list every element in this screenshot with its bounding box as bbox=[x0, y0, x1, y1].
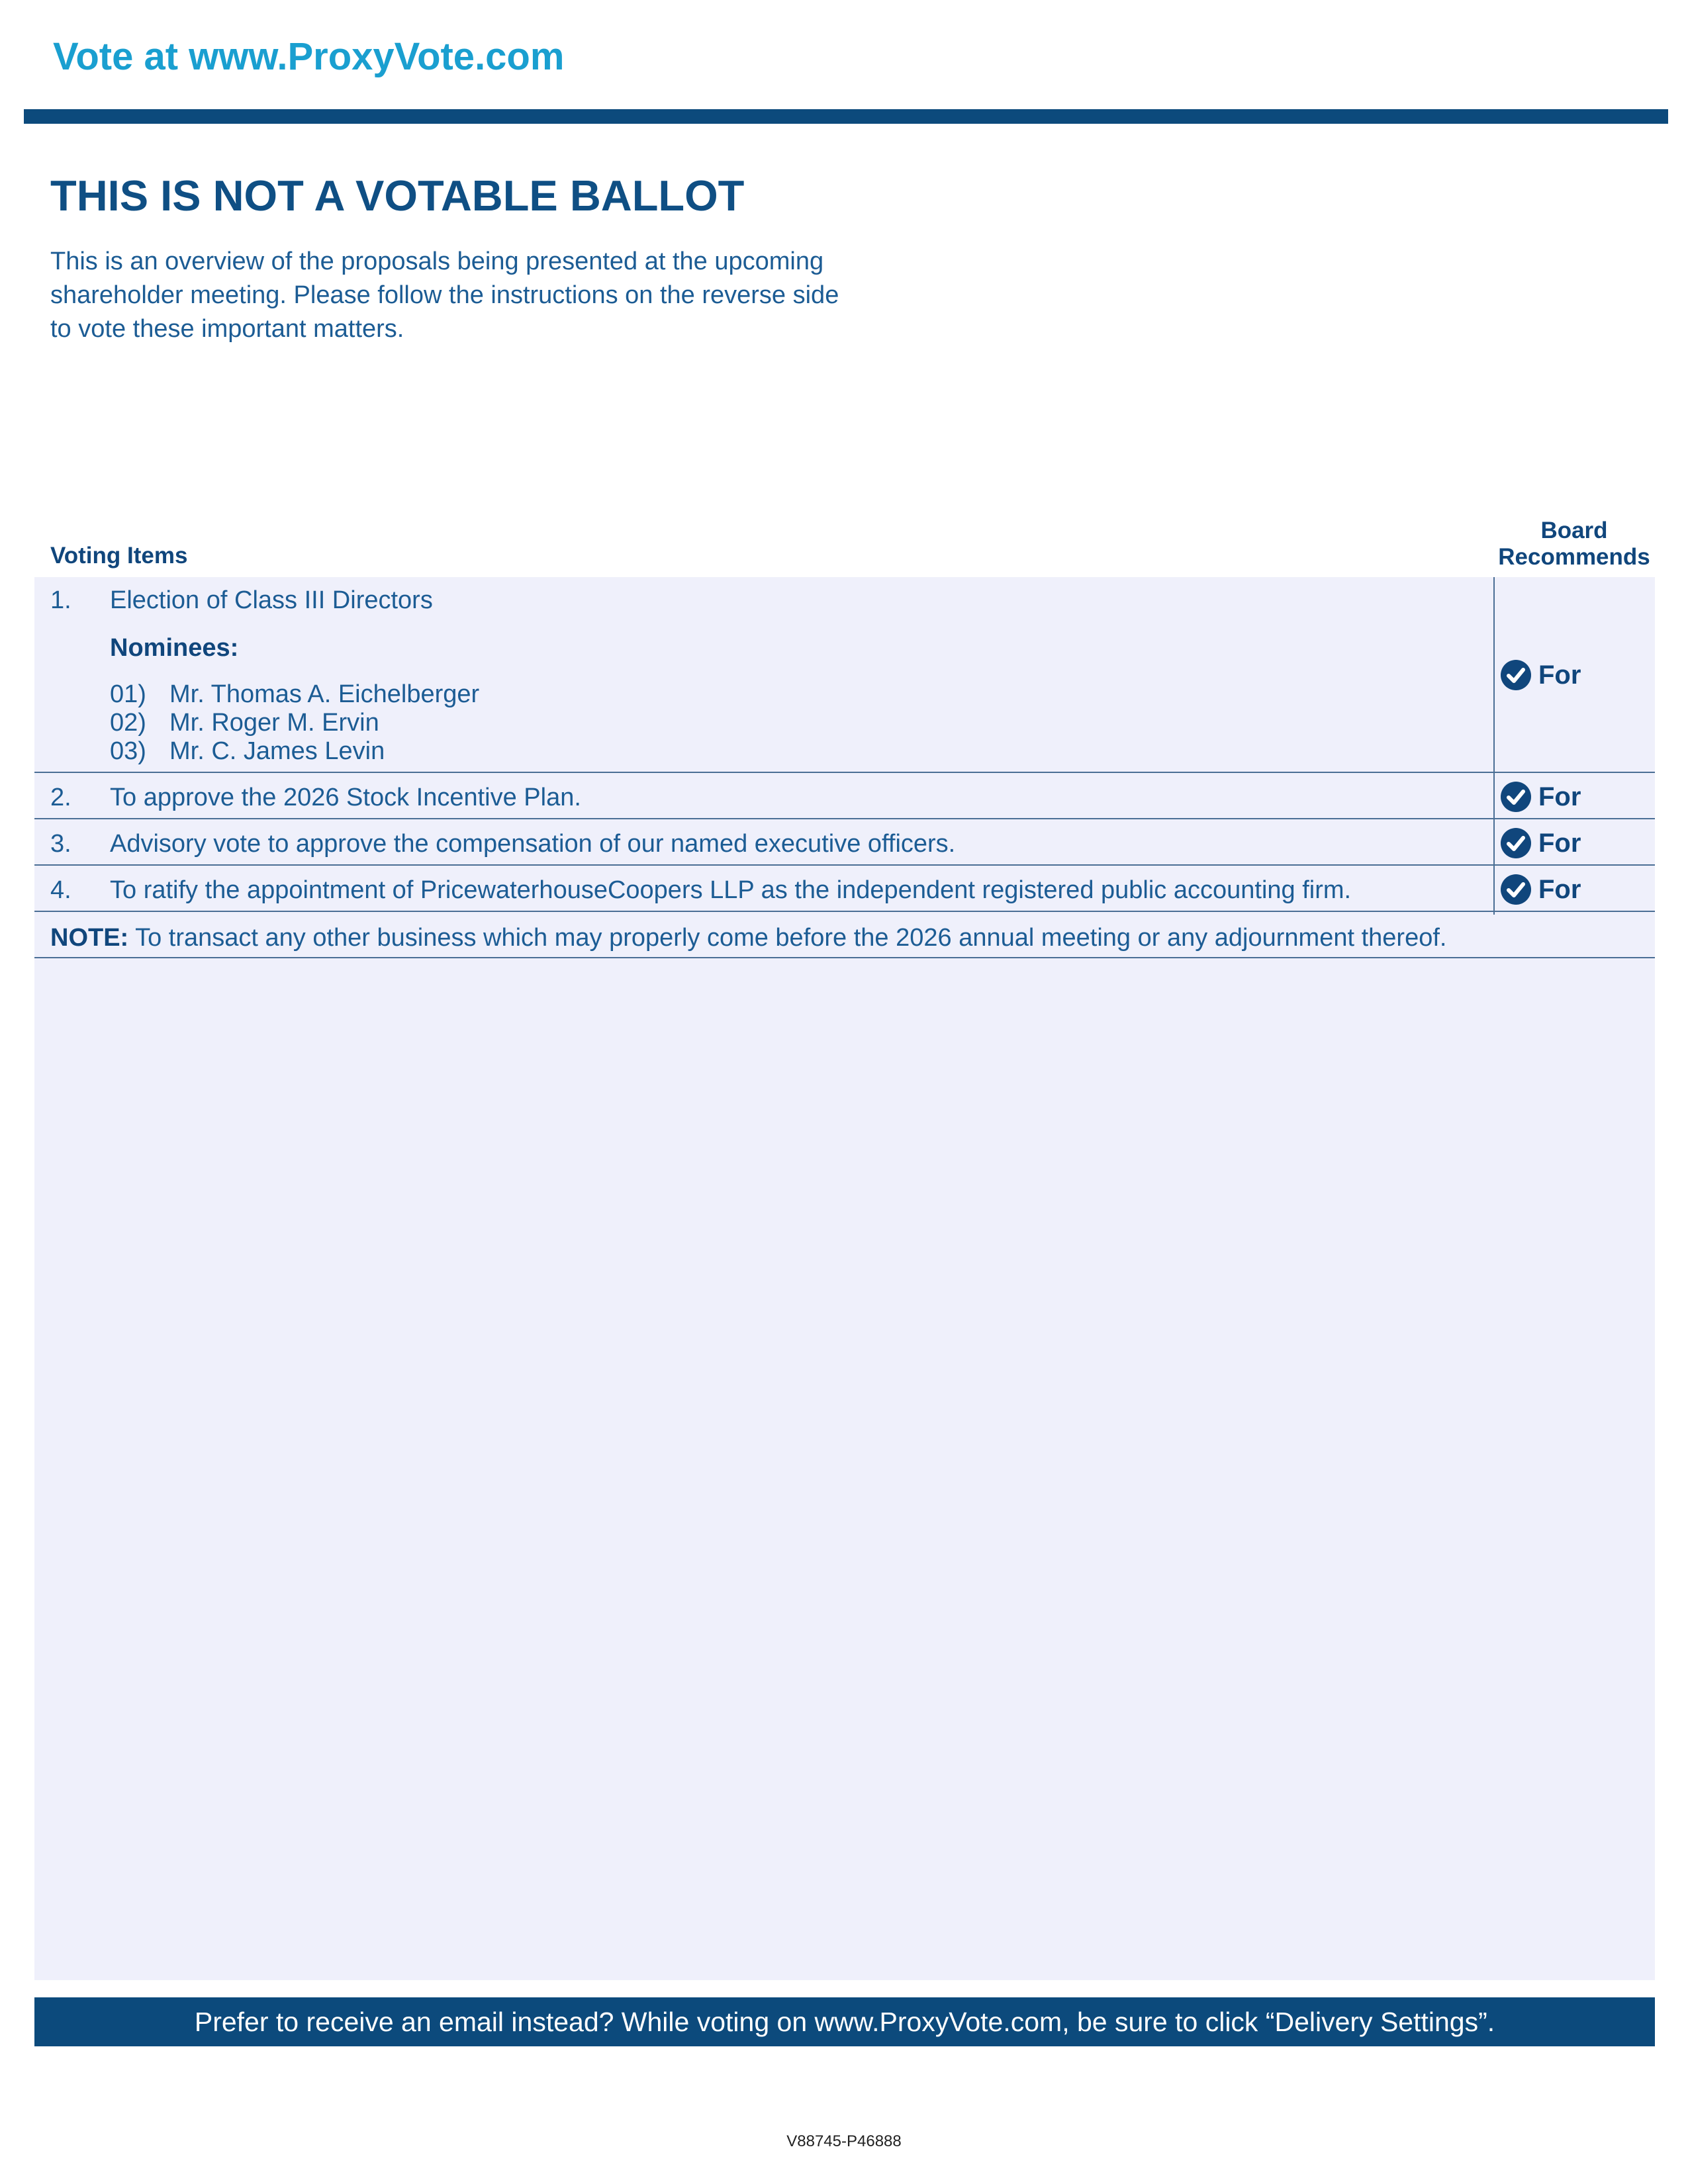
vote-link[interactable]: Vote at www.ProxyVote.com bbox=[53, 35, 565, 78]
board-recommends-header bbox=[1495, 518, 1654, 570]
document-code: V88745-P46888 bbox=[786, 2132, 902, 2150]
note-label: NOTE: bbox=[50, 924, 129, 952]
item-text: To approve the 2026 Stock Incentive Plan. bbox=[110, 784, 581, 811]
board-header-line1: Board bbox=[1540, 518, 1608, 543]
nominee-name: Mr. C. James Levin bbox=[169, 737, 385, 765]
board-header-line2: Recommends bbox=[1498, 544, 1650, 570]
note-text: To transact any other business which may properly come before the 2026 annual meeting or any adjournment thereof. bbox=[128, 924, 1447, 952]
row-divider bbox=[34, 818, 1655, 819]
item-text: To ratify the appointment of PricewaterhouseCoopers LLP as the independent registered public accounting firm. bbox=[110, 876, 1352, 904]
row-divider bbox=[34, 864, 1655, 866]
item-number: 3. bbox=[50, 830, 71, 858]
nominee-number: 03) bbox=[110, 737, 146, 765]
check-circle-icon bbox=[1500, 659, 1532, 691]
note-row bbox=[50, 924, 1446, 952]
footer-banner bbox=[34, 1997, 1655, 2046]
board-recommendation bbox=[1500, 659, 1581, 691]
page-title: THIS IS NOT A VOTABLE BALLOT bbox=[50, 171, 745, 220]
recommendation-label: For bbox=[1538, 782, 1581, 811]
header-divider bbox=[24, 109, 1668, 124]
item-text: Advisory vote to approve the compensation of our named executive officers. bbox=[110, 830, 956, 858]
nominees-label: Nominees: bbox=[110, 634, 239, 662]
recommendation-label: For bbox=[1538, 874, 1581, 904]
row-divider bbox=[34, 957, 1655, 958]
item-number: 4. bbox=[50, 876, 71, 904]
recommendation-label: For bbox=[1538, 828, 1581, 858]
row-divider bbox=[34, 772, 1655, 773]
nominee-number: 01) bbox=[110, 680, 146, 708]
check-circle-icon bbox=[1500, 874, 1532, 905]
row-divider bbox=[34, 911, 1655, 912]
nominee-number: 02) bbox=[110, 709, 146, 737]
item-text: Election of Class III Directors bbox=[110, 586, 433, 614]
column-divider bbox=[1493, 577, 1495, 915]
recommendation-label: For bbox=[1538, 660, 1581, 690]
check-circle-icon bbox=[1500, 781, 1532, 813]
voting-items-header: Voting Items bbox=[50, 543, 188, 569]
intro-paragraph: This is an overview of the proposals being presented at the upcoming shareholder meeting. Please follow the instructions on the reverse side to vote these important matters. bbox=[50, 248, 839, 343]
board-recommendation bbox=[1500, 874, 1581, 905]
nominee-name: Mr. Roger M. Ervin bbox=[169, 709, 379, 737]
check-circle-icon bbox=[1500, 827, 1532, 859]
footer-banner-text: Prefer to receive an email instead? While voting on www.ProxyVote.com, be sure to click “Delivery Settings”. bbox=[194, 2006, 1495, 2037]
board-recommendation bbox=[1500, 781, 1581, 813]
item-number: 1. bbox=[50, 586, 71, 614]
board-recommendation bbox=[1500, 827, 1581, 859]
item-number: 2. bbox=[50, 784, 71, 811]
nominee-name: Mr. Thomas A. Eichelberger bbox=[169, 680, 480, 708]
